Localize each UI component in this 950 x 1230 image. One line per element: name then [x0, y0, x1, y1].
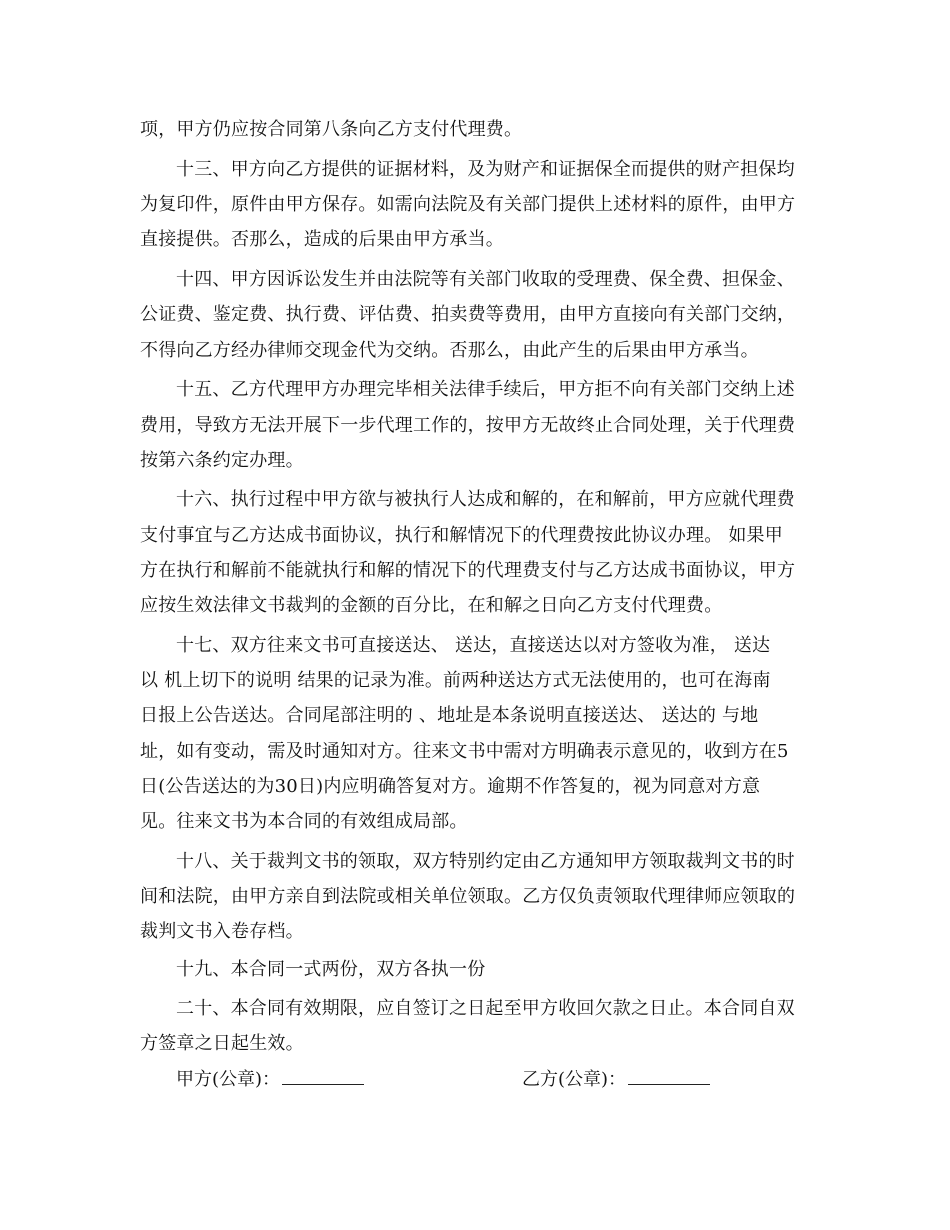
- paragraph-line: 项，甲方仍应按合同第八条向乙方支付代理费。: [140, 119, 523, 140]
- clause-16-line: 支付事宜与乙方达成书面协议，执行和解情况下的代理费按此协议办理。 如果甲: [140, 525, 783, 546]
- party-b-signature: [522, 1066, 710, 1092]
- party-b-signature-blank: [628, 1066, 710, 1085]
- clause-17-line: 十七、双方往来文书可直接送达、 送达，直接送达以对方签收为准， 送达: [176, 635, 771, 656]
- party-a-label: 甲方(公章)：: [176, 1069, 281, 1090]
- clause-14-line: 不得向乙方经办律师交现金代为交纳。否那么，由此产生的后果由甲方承当。: [140, 340, 759, 361]
- party-a-signature: [176, 1066, 364, 1092]
- clause-15-line: 十五、乙方代理甲方办理完毕相关法律手续后，甲方拒不向有关部门交纳上述: [176, 379, 795, 400]
- clause-13-line: 为复印件，原件由甲方保存。如需向法院及有关部门提供上述材料的原件，由甲方: [140, 194, 796, 215]
- clause-17-line: 址，如有变动，需及时通知对方。往来文书中需对方明确表示意见的，收到方在5: [140, 741, 789, 762]
- clause-17-line: 见。往来文书为本合同的有效组成局部。: [140, 811, 468, 832]
- party-a-signature-blank: [282, 1066, 364, 1085]
- clause-20-line: 方签章之日起生效。: [140, 1033, 304, 1054]
- clause-13-line: 直接提供。否那么，造成的后果由甲方承当。: [140, 229, 504, 250]
- clause-18-line: 十八、关于裁判文书的领取，双方特别约定由乙方通知甲方领取裁判文书的时: [176, 851, 795, 872]
- clause-16-line: 应按生效法律文书裁判的金额的百分比，在和解之日向乙方支付代理费。: [140, 595, 723, 616]
- clause-17-line: 以 机上切下的说明 结果的记录为准。前两种送达方式无法使用的，也可在海南: [140, 670, 771, 691]
- clause-18-line: 裁判文书入卷存档。: [140, 921, 304, 942]
- clause-14-line: 十四、甲方因诉讼发生并由法院等有关部门收取的受理费、保全费、担保金、: [176, 269, 795, 290]
- clause-13-line: 十三、甲方向乙方提供的证据材料，及为财产和证据保全而提供的财产担保均: [176, 159, 795, 180]
- clause-14-line: 公证费、鉴定费、执行费、评估费、拍卖费等费用，由甲方直接向有关部门交纳，: [140, 304, 796, 325]
- clause-17-line: 日报上公告送达。合同尾部注明的 、地址是本条说明直接送达、 送达的 与地: [140, 705, 759, 726]
- clause-16-line: 十六、执行过程中甲方欲与被执行人达成和解的，在和解前，甲方应就代理费: [176, 489, 795, 510]
- clause-20-line: 二十、本合同有效期限，应自签订之日起至甲方收回欠款之日止。本合同自双: [176, 998, 795, 1019]
- clause-19-line: 十九、本合同一式两份，双方各执一份: [176, 959, 486, 980]
- clause-16-line: 方在执行和解前不能就执行和解的情况下的代理费支付与乙方达成书面协议，甲方: [140, 560, 796, 581]
- clause-18-line: 间和法院，由甲方亲自到法院或相关单位领取。乙方仅负责领取代理律师应领取的: [140, 886, 796, 907]
- party-b-label: 乙方(公章)：: [522, 1069, 627, 1090]
- clause-15-line: 按第六条约定办理。: [140, 450, 304, 471]
- clause-15-line: 费用，导致方无法开展下一步代理工作的，按甲方无故终止合同处理，关于代理费: [140, 415, 796, 436]
- clause-17-line: 日(公告送达的为30日)内应明确答复对方。逾期不作答复的，视为同意对方意: [140, 776, 761, 797]
